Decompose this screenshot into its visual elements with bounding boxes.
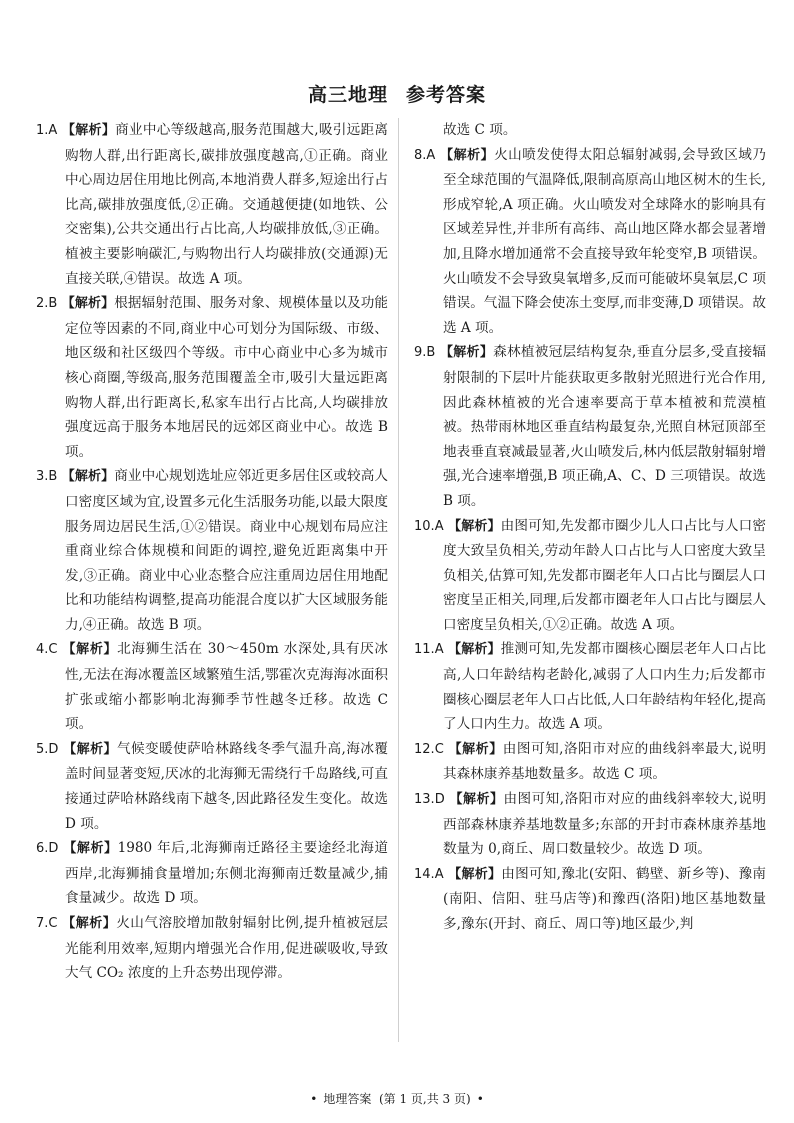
answer-item <box>36 911 388 986</box>
footer-bullet-left: • <box>310 1092 318 1106</box>
answer-item <box>36 291 388 464</box>
question-number: 10. <box>414 518 435 534</box>
analysis-tag: 【解析】 <box>449 792 504 808</box>
question-number: 11. <box>414 642 435 658</box>
question-number: 6. <box>36 841 49 857</box>
analysis-text: 商业中心规划选址应邻近更多居住区或较高人口密度区域为宜,设置多元化生活服务功能,以最大限度服务周边居民生活,①②错误。商业中心规划布局应注重商业综合体规模和间距的调控,避免近距离集中开发,③正确。商业中心业态整合应注重周边居住用地配比和功能结构调整,提高功能混合度以扩大区域服务能力,④正确。故选 B 项。 <box>65 468 389 633</box>
answer-item <box>414 514 766 638</box>
analysis-text: 根据辐射范围、服务对象、规模体量以及功能定位等因素的不同,商业中心可划分为国际级、市级、地区级和社区级四个等级。市中心商业中心多为城市核心商圈,等级高,服务范围覆盖全市,吸引大量远距离购物人群,出行距离长,私家车出行占比高,人均碳排放强度远高于服务本地居民的远郊区商业中心。故选 B 项。 <box>65 295 389 460</box>
answer-letter: B <box>426 345 436 361</box>
question-number: 4. <box>36 642 49 658</box>
answer-item <box>414 340 766 513</box>
left-column <box>36 118 399 1042</box>
page-title <box>0 80 794 107</box>
answer-letter: B <box>48 296 58 312</box>
footer-page-info: (第 1 页,共 3 页) <box>378 1092 471 1106</box>
right-column <box>414 118 766 1042</box>
analysis-tag: 【解析】 <box>61 469 115 485</box>
analysis-tag: 【解析】 <box>62 642 118 658</box>
answer-letter: A <box>48 123 58 138</box>
analysis-text: 推测可知,先发都市圈核心圈层老年人口占比高,人口年龄结构老龄化,减弱了人口内生力;后发都市圈核心圈层老年人口占比低,人口年龄结构年轻化,提高了人口内生力。故选 A 项。 <box>443 641 766 733</box>
analysis-text: 由图可知,洛阳市对应的曲线斜率最大,说明其森林康养基地数量多。故选 C 项。 <box>443 740 766 783</box>
answer-letter: D <box>434 792 445 808</box>
question-number: 14. <box>414 866 435 882</box>
analysis-tag: 【解析】 <box>448 642 501 658</box>
analysis-text: 由图可知,豫北(安阳、鹤壁、新乡等)、豫南(南阳、信阳、驻马店等)和豫西(洛阳)地区基地数量多,豫东(开封、商丘、周口等)地区最少,判 <box>443 865 766 932</box>
question-number: 13. <box>414 792 435 808</box>
question-number: 1. <box>36 123 49 138</box>
answer-letter: A <box>434 518 444 534</box>
page-title-subject: 高三地理 <box>307 84 388 106</box>
answer-item <box>414 637 766 736</box>
analysis-tag: 【解析】 <box>63 741 117 757</box>
analysis-tag: 【解析】 <box>61 123 116 138</box>
answer-item <box>36 464 388 637</box>
answer-letter: D <box>48 741 59 757</box>
answer-item <box>36 836 388 911</box>
footer-label: 地理答案 <box>323 1092 372 1106</box>
analysis-tag: 【解析】 <box>63 841 118 857</box>
analysis-text: 由图可知,洛阳市对应的曲线斜率较大,说明西部森林康养基地数量多;东部的开封市森林康养基地数量为 0,商丘、周口数量较少。故选 D 项。 <box>443 791 766 858</box>
answer-letter: A <box>434 642 444 658</box>
analysis-text: 火山气溶胶增加散射辐射比例,提升植被冠层光能利用效率,短期内增强光合作用,促进碳吸收,导致大气 CO₂ 浓度的上升态势出现停滞。 <box>65 915 388 982</box>
answer-item <box>414 737 766 787</box>
answer-letter: B <box>48 469 58 485</box>
analysis-text: 火山喷发使得太阳总辐射减弱,会导致区域乃至全球范围的气温降低,限制高原高山地区树木的生长,形成窄轮,A 项正确。火山喷发对全球降水的影响具有区域差异性,并非所有高纬、高山地区降水都会显著增加,且降水增加通常不会直接导致年轮变窄,B 项错误。火山喷发不会导致臭氧增多,反而可能破坏臭氧层,C 项错误。气温下降会使冻土变厚,而非变薄,D 项错误。故选 A 项。 <box>443 146 766 336</box>
analysis-tag: 【解析】 <box>448 866 502 882</box>
answer-item <box>414 787 766 862</box>
answer-letter: A <box>426 147 436 163</box>
analysis-text: 森林植被冠层结构复杂,垂直分层多,受直接辐射限制的下层叶片能获取更多散射光照进行光合作用,因此森林植被的光合速率要高于草本植被和荒漠植被。热带雨林地区垂直结构最复杂,光照自林冠顶部至地表垂直衰减最显著,火山喷发后,林内低层散射辐射增强,光合速率增强,B 项正确,A、C、D 三项错误。故选 B 项。 <box>443 344 766 509</box>
answer-item <box>36 118 388 291</box>
page-title-answers: 参考答案 <box>406 84 487 106</box>
analysis-text: 北海狮生活在 30～450m 水深处,具有厌冰性,无法在海冰覆盖区域繁殖生活,鄂霍次克海海冰面积扩张或缩小都影响北海狮季节性越冬迁移。故选 C 项。 <box>65 641 388 733</box>
answer-letter: C <box>434 741 444 757</box>
analysis-text: 商业中心等级越高,服务范围越大,吸引远距离购物人群,出行距离长,碳排放强度越高,①正确。商业中心周边居住用地比例高,本地消费人群多,短途出行占比高,碳排放强度低,②正确。交通越便捷(如地铁、公交密集),公共交通出行占比高,人均碳排放低,③正确。植被主要影响碳汇,与购物出行人均碳排放(交通源)无直接关联,④错误。故选 A 项。 <box>65 122 388 287</box>
answer-columns <box>36 118 766 1042</box>
footer-bullet-right: • <box>476 1092 484 1106</box>
analysis-text: 由图可知,先发都市圈少儿人口占比与人口密度大致呈负相关,劳动年龄人口占比与人口密度大致呈负相关,估算可知,先发都市圈老年人口占比与圈层人口密度呈正相关,同理,后发都市圈老年人口占比与圈层人口密度呈负相关,①②正确。故选 A 项。 <box>443 517 766 633</box>
answer-letter: C <box>48 916 58 931</box>
analysis-tag: 【解析】 <box>61 296 115 312</box>
answer-item <box>414 143 766 341</box>
analysis-tag: 【解析】 <box>448 741 503 757</box>
page-footer <box>0 1090 794 1107</box>
answer-item <box>414 862 766 937</box>
analysis-text: 气候变暖使萨哈林路线冬季气温升高,海冰覆盖时间显著变短,厌冰的北海狮无需绕行千岛路线,可直接通过萨哈林路线南下越冬,因此路径发生变化。故选 D 项。 <box>65 740 388 832</box>
answer-item <box>36 637 388 736</box>
analysis-tag: 【解析】 <box>439 345 494 361</box>
analysis-tag: 【解析】 <box>440 147 495 163</box>
question-number: 8. <box>414 147 427 163</box>
answer-letter: A <box>434 866 444 882</box>
question-number: 2. <box>36 296 49 312</box>
answer-item <box>36 737 388 836</box>
question-number: 12. <box>414 741 435 757</box>
question-number: 7. <box>36 916 49 931</box>
question-number: 5. <box>36 741 49 757</box>
question-number: 9. <box>414 345 427 361</box>
analysis-tag: 【解析】 <box>448 518 501 534</box>
answer-letter: C <box>48 642 58 658</box>
answer-letter: D <box>48 841 59 857</box>
analysis-tag: 【解析】 <box>62 916 117 931</box>
continued-text: 故选 C 项。 <box>443 122 517 138</box>
question-number: 3. <box>36 469 49 485</box>
analysis-text: 1980 年后,北海狮南迁路径主要途经北海道西岸,北海狮捕食量增加;东侧北海狮南迁数量减少,捕食量减少。故选 D 项。 <box>65 840 388 907</box>
